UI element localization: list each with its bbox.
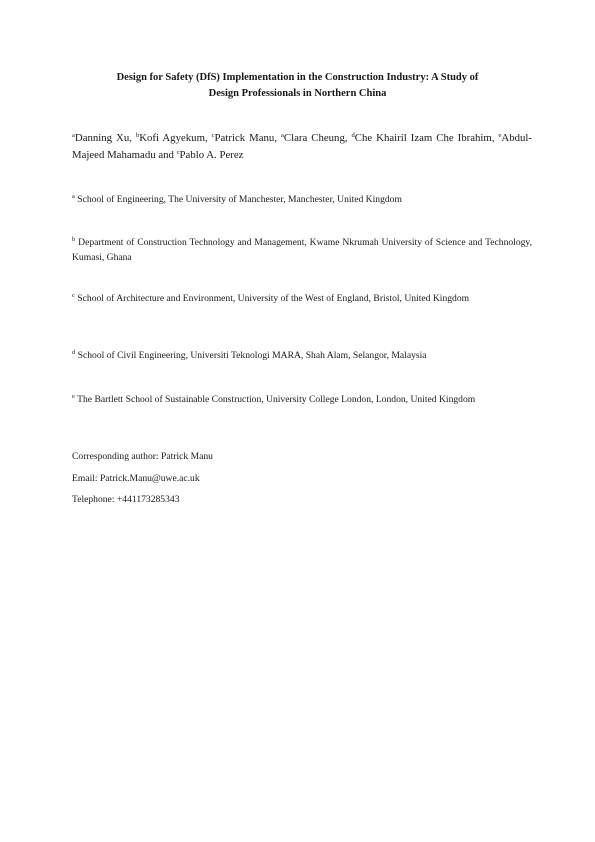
paper-title xyxy=(60,70,535,102)
author-name: Abdul-Majeed Mahamadu xyxy=(72,132,533,161)
author-name: Che Khairil Izam Che Ibrahim xyxy=(354,132,492,144)
affiliation-text: School of Architecture and Environment, University of the West of England, Bristol, United Kingdom xyxy=(77,293,470,304)
affiliation-text: School of Engineering, The University of Manchester, Manchester, United Kingdom xyxy=(77,194,402,205)
affiliation-e xyxy=(72,393,532,408)
affiliation-superscript: e xyxy=(72,393,75,400)
affiliation-superscript: a xyxy=(72,193,75,200)
author-superscript: a xyxy=(72,132,75,139)
affiliation-superscript: d xyxy=(72,349,76,356)
author-superscript: a xyxy=(281,132,284,139)
author-separator: , xyxy=(344,132,352,144)
author-name: Patrick Manu xyxy=(214,132,275,144)
author-name: Danning Xu xyxy=(74,132,130,144)
author-separator: , xyxy=(491,132,499,144)
affiliation-text: The Bartlett School of Sustainable Construction, University College London, London, United Kingdom xyxy=(77,394,476,405)
author-name: Clara Cheung xyxy=(283,132,345,144)
author-separator: , xyxy=(129,132,136,144)
affiliation-superscript: c xyxy=(72,292,75,299)
affiliation-b xyxy=(72,236,532,265)
affiliation-text: School of Civil Engineering, Universiti Teknologi MARA, Shah Alam, Selangor, Malaysia xyxy=(77,350,427,361)
author-list xyxy=(72,130,532,163)
author-superscript: c xyxy=(211,132,215,139)
affiliation-a xyxy=(72,193,532,208)
author-separator: and xyxy=(155,148,177,161)
contact-telephone: Telephone: +441173285343 xyxy=(72,494,180,505)
author-superscript: c xyxy=(176,148,180,156)
affiliation-c xyxy=(72,292,532,307)
affiliation-text: Department of Construction Technology and Management, Kwame Nkrumah University of Science and Technology, Kumasi, Ghana xyxy=(72,237,533,263)
author-superscript: e xyxy=(498,132,502,139)
author-superscript: b xyxy=(135,132,140,139)
title-line-2: Design Professionals in Northern China xyxy=(208,88,387,99)
contact-email: Email: Patrick.Manu@uwe.ac.uk xyxy=(72,473,200,484)
author-separator: , xyxy=(204,132,212,144)
author-separator: , xyxy=(274,132,281,144)
author-name: Pablo A. Perez xyxy=(179,148,244,161)
affiliation-d xyxy=(72,349,532,364)
corresponding-author: Corresponding author: Patrick Manu xyxy=(72,451,213,462)
author-superscript: d xyxy=(351,132,355,139)
affiliation-superscript: b xyxy=(72,236,76,243)
author-name: Kofi Agyekum xyxy=(139,132,205,144)
title-line-1: Design for Safety (DfS) Implementation in the Construction Industry: A Study of xyxy=(116,72,479,83)
